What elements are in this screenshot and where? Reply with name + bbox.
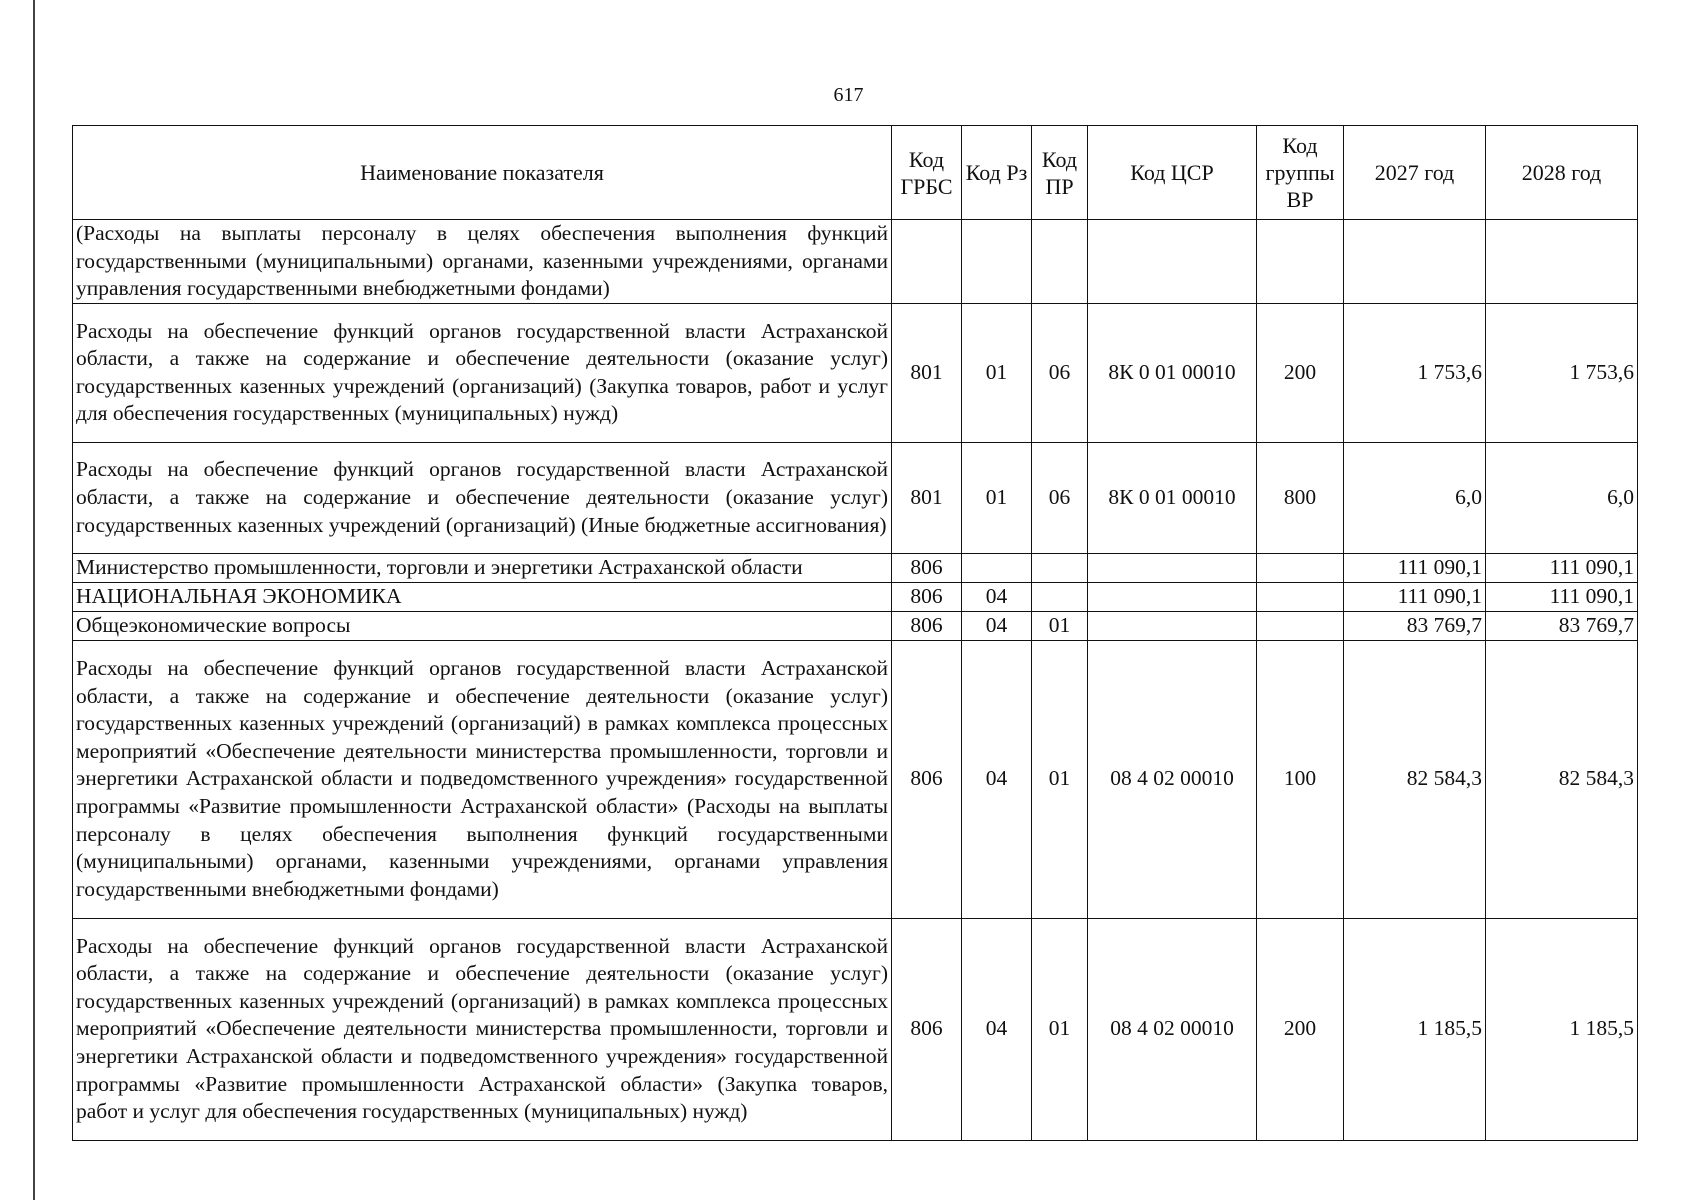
table-row — [73, 442, 1638, 553]
header-csr: Код ЦСР — [1088, 126, 1257, 220]
cell-name: Министерство промышленности, торговли и энергетики Астраханской области — [73, 553, 892, 582]
cell-2027: 6,0 — [1344, 442, 1486, 553]
cell-pr: 01 — [1032, 640, 1088, 918]
cell-rz: 04 — [962, 918, 1032, 1140]
cell-name: НАЦИОНАЛЬНАЯ ЭКОНОМИКА — [73, 582, 892, 611]
header-2028: 2028 год — [1486, 126, 1638, 220]
page-number: 617 — [833, 84, 864, 106]
cell-name: Расходы на обеспечение функций органов государственной власти Астраханской области, а также на содержание и обеспечение деятельности (оказание услуг) государственных казенных учреждений (организаций) в рамках комплекса процессных мероприятий «Обеспечение деятельности министерства промышленности, торговли и энергетики Астраханской области и подведомственного учреждения» государственной программы «Развитие промышленности Астраханской области» (Закупка товаров, работ и услуг для обеспечения государственных (муниципальных) нужд) — [73, 918, 892, 1140]
table-row — [73, 303, 1638, 442]
cell-grbs: 806 — [892, 611, 962, 640]
cell-2028: 1 185,5 — [1486, 918, 1638, 1140]
cell-name: Общеэкономические вопросы — [73, 611, 892, 640]
cell-csr: 8К 0 01 00010 — [1088, 442, 1257, 553]
table-row — [73, 582, 1638, 611]
cell-2027: 111 090,1 — [1344, 553, 1486, 582]
table-row — [73, 611, 1638, 640]
cell-rz: 01 — [962, 303, 1032, 442]
header-pr: Код ПР — [1032, 126, 1088, 220]
cell-grbs: 801 — [892, 303, 962, 442]
cell-vr: 800 — [1257, 442, 1344, 553]
cell-csr — [1088, 220, 1257, 304]
cell-pr — [1032, 553, 1088, 582]
cell-2027: 83 769,7 — [1344, 611, 1486, 640]
cell-2027: 82 584,3 — [1344, 640, 1486, 918]
cell-2028: 111 090,1 — [1486, 553, 1638, 582]
cell-grbs: 806 — [892, 582, 962, 611]
cell-rz: 04 — [962, 582, 1032, 611]
budget-table — [72, 125, 1638, 1141]
cell-vr — [1257, 582, 1344, 611]
cell-pr — [1032, 220, 1088, 304]
cell-name: Расходы на обеспечение функций органов государственной власти Астраханской области, а также на содержание и обеспечение деятельности (оказание услуг) государственных казенных учреждений (организаций) в рамках комплекса процессных мероприятий «Обеспечение деятельности министерства промышленности, торговли и энергетики Астраханской области и подведомственного учреждения» государственной программы «Развитие промышленности Астраханской области» (Расходы на выплаты персоналу в целях обеспечения выполнения функций государственными (муниципальными) органами, казенными учреждениями, органами управления государственными внебюджетными фондами) — [73, 640, 892, 918]
cell-2028: 6,0 — [1486, 442, 1638, 553]
cell-2028: 83 769,7 — [1486, 611, 1638, 640]
cell-csr: 08 4 02 00010 — [1088, 640, 1257, 918]
cell-2027: 1 753,6 — [1344, 303, 1486, 442]
header-name: Наименование показателя — [73, 126, 892, 220]
cell-rz: 04 — [962, 611, 1032, 640]
cell-csr — [1088, 611, 1257, 640]
cell-name: Расходы на обеспечение функций органов государственной власти Астраханской области, а также на содержание и обеспечение деятельности (оказание услуг) государственных казенных учреждений (организаций) (Иные бюджетные ассигнования) — [73, 442, 892, 553]
table-row — [73, 918, 1638, 1140]
cell-vr — [1257, 220, 1344, 304]
cell-name: Расходы на обеспечение функций органов государственной власти Астраханской области, а также на содержание и обеспечение деятельности (оказание услуг) государственных казенных учреждений (организаций) (Закупка товаров, работ и услуг для обеспечения государственных (муниципальных) нужд) — [73, 303, 892, 442]
cell-name: (Расходы на выплаты персоналу в целях обеспечения выполнения функций государственными (муниципальными) органами, казенными учреждениями, органами управления государственными внебюджетными фондами) — [73, 220, 892, 304]
cell-2028: 1 753,6 — [1486, 303, 1638, 442]
cell-2027: 1 185,5 — [1344, 918, 1486, 1140]
header-2027: 2027 год — [1344, 126, 1486, 220]
cell-vr: 200 — [1257, 918, 1344, 1140]
table-header-row — [73, 126, 1638, 220]
cell-2028: 111 090,1 — [1486, 582, 1638, 611]
cell-vr: 100 — [1257, 640, 1344, 918]
cell-grbs: 806 — [892, 918, 962, 1140]
cell-pr: 06 — [1032, 442, 1088, 553]
cell-2028: 82 584,3 — [1486, 640, 1638, 918]
header-rz: Код Рз — [962, 126, 1032, 220]
cell-vr — [1257, 611, 1344, 640]
cell-pr: 01 — [1032, 918, 1088, 1140]
cell-csr — [1088, 582, 1257, 611]
cell-pr — [1032, 582, 1088, 611]
header-grbs: Код ГРБС — [892, 126, 962, 220]
cell-rz: 01 — [962, 442, 1032, 553]
cell-grbs: 806 — [892, 553, 962, 582]
cell-csr: 8К 0 01 00010 — [1088, 303, 1257, 442]
cell-grbs: 801 — [892, 442, 962, 553]
table-row — [73, 220, 1638, 304]
cell-grbs — [892, 220, 962, 304]
header-vr: Код группы ВР — [1257, 126, 1344, 220]
cell-2027: 111 090,1 — [1344, 582, 1486, 611]
cell-pr: 01 — [1032, 611, 1088, 640]
scan-margin-line — [33, 0, 35, 1200]
cell-vr: 200 — [1257, 303, 1344, 442]
cell-2028 — [1486, 220, 1638, 304]
cell-pr: 06 — [1032, 303, 1088, 442]
cell-csr: 08 4 02 00010 — [1088, 918, 1257, 1140]
cell-rz: 04 — [962, 640, 1032, 918]
cell-grbs: 806 — [892, 640, 962, 918]
cell-2027 — [1344, 220, 1486, 304]
cell-vr — [1257, 553, 1344, 582]
cell-rz — [962, 220, 1032, 304]
table-row — [73, 553, 1638, 582]
table-row — [73, 640, 1638, 918]
cell-rz — [962, 553, 1032, 582]
cell-csr — [1088, 553, 1257, 582]
